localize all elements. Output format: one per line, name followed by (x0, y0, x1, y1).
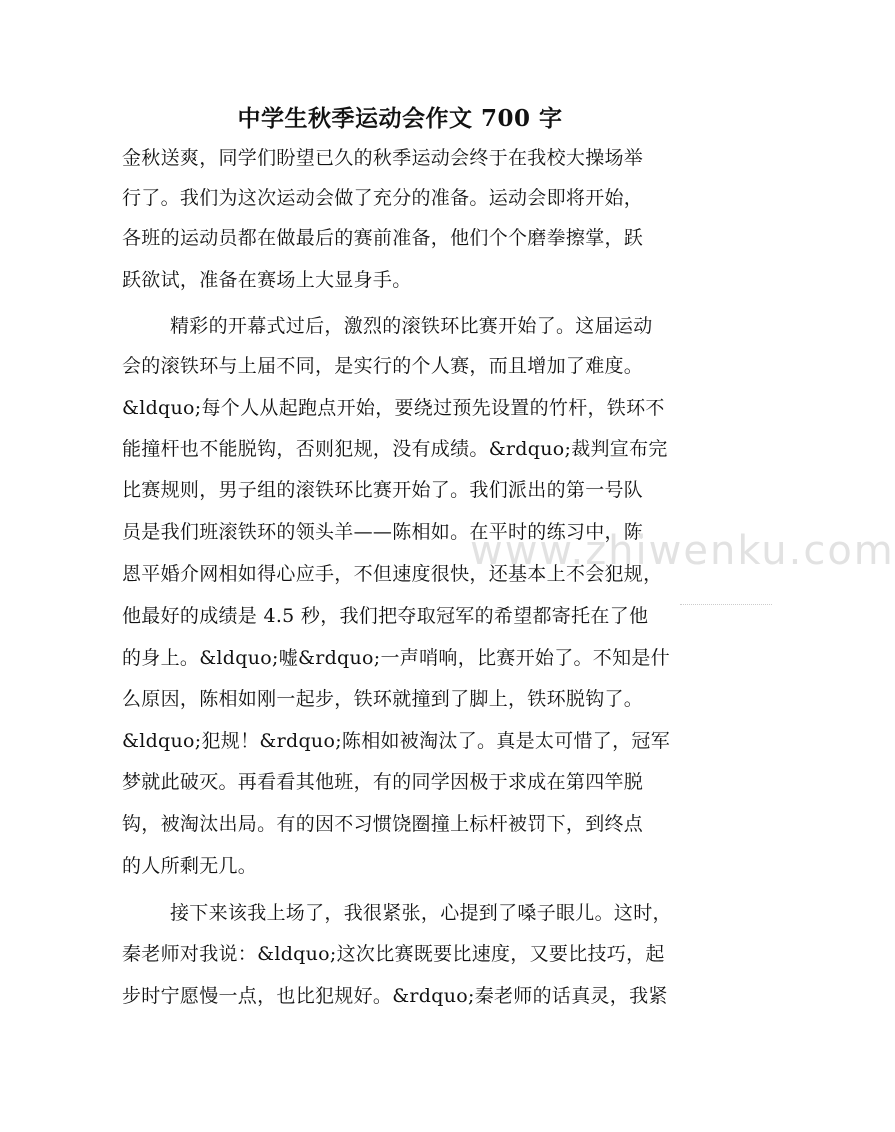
text-line: 的人所剩无几。 (122, 855, 258, 877)
text-line: 步时宁愿慢一点，也比犯规好。&rdquo;秦老师的话真灵，我紧 (122, 985, 668, 1007)
paragraph-start-line: 精彩的开幕式过后，激烈的滚铁环比赛开始了。这届运动 (170, 315, 653, 337)
text-line: 行了。我们为这次运动会做了充分的准备。运动会即将开始， (122, 187, 644, 209)
text-line: 跃欲试，准备在赛场上大显身手。 (122, 269, 412, 291)
text-line: 梦就此破灭。再看看其他班，有的同学因极于求成在第四竿脱 (122, 771, 644, 793)
text-line: 能撞杆也不能脱钩，否则犯规，没有成绩。&rdquo;裁判宣布完 (122, 438, 668, 460)
watermark: www.zhiwenku.com (470, 528, 895, 574)
dotted-divider (680, 604, 772, 605)
text-line: 钩，被淘汰出局。有的因不习惯饶圈撞上标杆被罚下，到终点 (122, 813, 644, 835)
text-line: 秦老师对我说：&ldquo;这次比赛既要比速度，又要比技巧，起 (122, 943, 665, 965)
text-line: 比赛规则，男子组的滚铁环比赛开始了。我们派出的第一号队 (122, 479, 644, 501)
text-line: 会的滚铁环与上届不同，是实行的个人赛，而且增加了难度。 (122, 355, 644, 377)
text-line: 么原因，陈相如刚一起步，铁环就撞到了脚上，铁环脱钩了。 (122, 688, 644, 710)
text-line: 恩平婚介网相如得心应手，不但速度很快，还基本上不会犯规， (122, 563, 663, 585)
page-title: 中学生秋季运动会作文 700 字 (237, 105, 563, 132)
text-line: 的身上。&ldquo;嘘&rdquo;一声哨响，比赛开始了。不知是什 (122, 647, 670, 669)
text-line: &ldquo;犯规！&rdquo;陈相如被淘汰了。真是太可惜了，冠军 (122, 730, 670, 752)
paragraph-start-line: 接下来该我上场了，我很紧张，心提到了嗓子眼儿。这时， (170, 902, 672, 924)
text-line: &ldquo;每个人从起跑点开始，要绕过预先设置的竹杆，铁环不 (122, 397, 665, 419)
text-line: 员是我们班滚铁环的领头羊——陈相如。在平时的练习中，陈 (122, 521, 644, 543)
text-line: 各班的运动员都在做最后的赛前准备，他们个个磨拳擦掌，跃 (122, 227, 644, 249)
text-line: 他最好的成绩是 4.5 秒，我们把夺取冠军的希望都寄托在了他 (122, 605, 649, 627)
text-line: 金秋送爽，同学们盼望已久的秋季运动会终于在我校大操场举 (122, 147, 644, 169)
